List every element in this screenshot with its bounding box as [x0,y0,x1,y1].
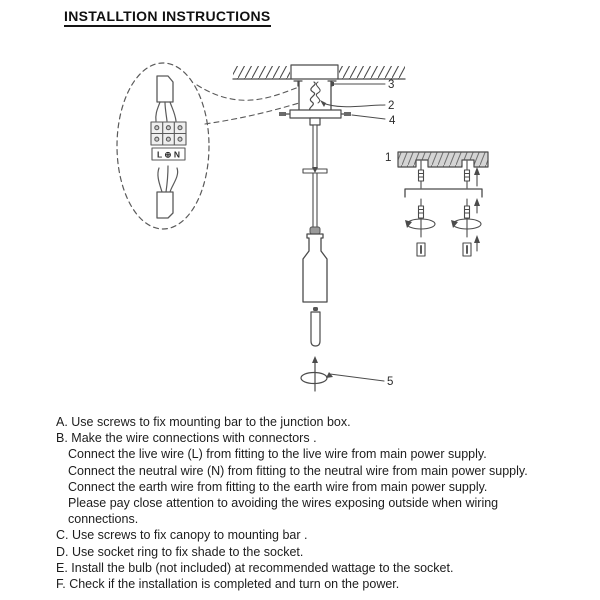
wall-plug-left-icon [417,243,425,256]
leader-dashed-upper [197,85,299,100]
upper-screw-right-icon [465,161,470,188]
instruction-step-b-earth: Connect the earth wire from fitting to the earth wire from main power supply. [68,479,488,494]
callout-line-4 [352,115,385,119]
mounting-bar [279,110,351,125]
junction-box [299,81,331,111]
terminal-block [151,122,186,145]
callout-number-1: 1 [385,152,392,164]
bulb [311,307,320,346]
instruction-step-f: F. Check if the installation is completed and turn on the power. [56,577,400,592]
pendant-cable [303,125,327,228]
mounting-bracket [405,189,482,197]
up-arrow-icon [474,235,480,251]
up-arrow-icon [474,198,480,213]
lamp-socket [310,227,320,234]
bulb-cap [313,307,318,311]
fitting-cable-bottom [157,192,173,218]
lamp-shade [303,234,327,302]
cord-cleat [303,167,327,173]
cord-grip [310,118,320,125]
callout-number-3: 3 [388,79,395,91]
supply-wires [156,102,176,121]
canopy-screw-left-icon [294,81,302,86]
socket-ring-rotation-icon [301,356,333,391]
wall-plug-right-icon [463,243,471,256]
callout-line-3 [331,82,385,86]
mounting-bar-detail [398,152,488,256]
instruction-step-c: C. Use screws to fix canopy to mounting bar . [56,528,308,543]
instruction-steps [56,414,586,592]
fitting-wires [158,166,178,192]
up-arrow-icon [474,167,480,186]
lower-screw-left-icon [405,199,435,237]
page-title: INSTALLTION INSTRUCTIONS [64,8,271,27]
instruction-step-b-live: Connect the live wire (L) from fitting to the live wire from main power supply. [68,447,487,462]
callout-number-2: 2 [388,100,395,112]
ceiling-hatch-left [233,66,290,79]
mounting-screw-right-icon [341,112,351,116]
callout-line-2 [320,100,385,107]
terminal-label [152,148,185,160]
instruction-step-b-neutral: Connect the neutral wire (N) from fitting to the neutral wire from main power supply. [68,463,528,478]
mounting-screw-left-icon [279,112,290,116]
callout-leaders [320,82,385,381]
callout-number-5: 5 [387,376,394,388]
callout-line-5 [330,374,384,381]
instruction-step-b: B. Make the wire connections with connectors . [56,431,317,446]
instruction-step-a: A. Use screws to fix mounting bar to the junction box. [56,415,351,429]
instruction-step-e: E. Install the bulb (not included) at recommended wattage to the socket. [56,560,454,575]
ceiling-block [398,152,488,167]
callout-number-4: 4 [389,115,396,127]
instruction-step-b-warning-cont: connections. [68,512,139,527]
instruction-step-d: D. Use socket ring to fix shade to the socket. [56,544,304,559]
supply-cable-top [157,76,173,102]
ceiling-hatch-right [339,66,405,79]
junction-box-wires [310,82,320,111]
instruction-step-b-warning: Please pay close attention to avoiding the wires exposing outside when wiring [68,496,499,511]
wire-connector-detail [117,63,299,229]
upper-screw-left-icon [419,161,424,188]
terminal-label-text: L ⊕ N [156,149,181,160]
